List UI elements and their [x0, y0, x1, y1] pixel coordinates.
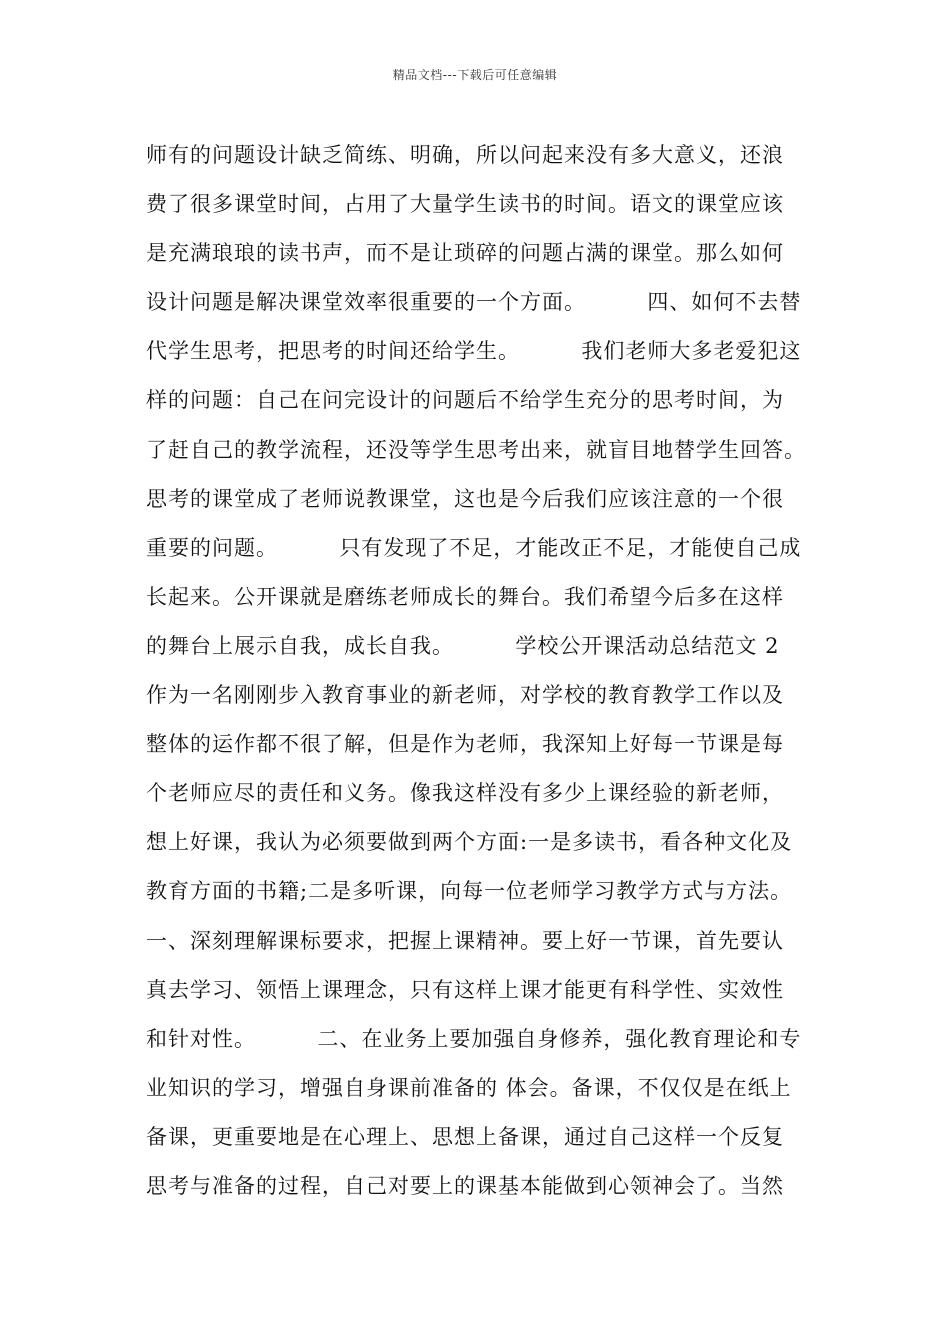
- text-line: 设计问题是解决课堂效率很重要的一个方面。 四、如何不去替: [146, 290, 802, 315]
- text-line: 费了很多课堂时间，占用了大量学生读书的时间。语文的课堂应该: [146, 192, 784, 217]
- text-line: 重要的问题。 只有发现了不足，才能改正不足，才能使自己成: [146, 535, 802, 560]
- text-line: 了赶自己的教学流程，还没等学生思考出来，就盲目地替学生回答。: [146, 437, 806, 462]
- text-line: 作为一名刚刚步入教育事业的新老师，对学校的教育教学工作以及: [146, 683, 784, 708]
- text-line: 思考与准备的过程，自己对要上的课基本能做到心领神会了。当然: [146, 1173, 784, 1198]
- text-line: 整体的运作都不很了解，但是作为老师，我深知上好每一节课是每: [146, 732, 784, 757]
- text-line: 的舞台上展示自我，成长自我。 学校公开课活动总结范文 2: [146, 633, 780, 658]
- body-text: [146, 131, 846, 1211]
- text-line: 和针对性。 二、在业务上要加强自身修养，强化教育理论和专: [146, 1026, 802, 1051]
- text-line: 长起来。公开课就是磨练老师成长的舞台。我们希望今后多在这样: [146, 584, 784, 609]
- text-line: 真去学习、领悟上课理念，只有这样上课才能更有科学性、实效性: [146, 977, 784, 1002]
- text-line: 业知识的学习，增强自身课前准备的 体会。备课，不仅仅是在纸上: [146, 1075, 792, 1100]
- text-line: 个老师应尽的责任和义务。像我这样没有多少上课经验的新老师，: [146, 781, 784, 806]
- text-line: 代学生思考，把思考的时间还给学生。 我们老师大多老爱犯这: [146, 339, 802, 364]
- text-line: 思考的课堂成了老师说教课堂，这也是今后我们应该注意的一个很: [146, 486, 784, 511]
- text-line: 一、深刻理解课标要求，把握上课精神。要上好一节课，首先要认: [146, 928, 784, 953]
- text-line: 师有的问题设计缺乏简练、明确，所以问起来没有多大意义，还浪: [146, 143, 784, 167]
- page-header: 精品文档---下载后可任意编辑: [392, 68, 558, 82]
- text-line: 备课，更重要地是在心理上、思想上备课，通过自己这样一个反复: [146, 1124, 784, 1149]
- text-line: 样的问题：自己在问完设计的问题后不给学生充分的思考时间，为: [146, 388, 784, 413]
- text-line: 教育方面的书籍;二是多听课，向每一位老师学习教学方式与方法。: [146, 879, 793, 904]
- text-line: 想上好课，我认为必须要做到两个方面:一是多读书，看各种文化及: [146, 830, 793, 855]
- text-line: 是充满琅琅的读书声，而不是让琐碎的问题占满的课堂。那么如何: [146, 241, 784, 266]
